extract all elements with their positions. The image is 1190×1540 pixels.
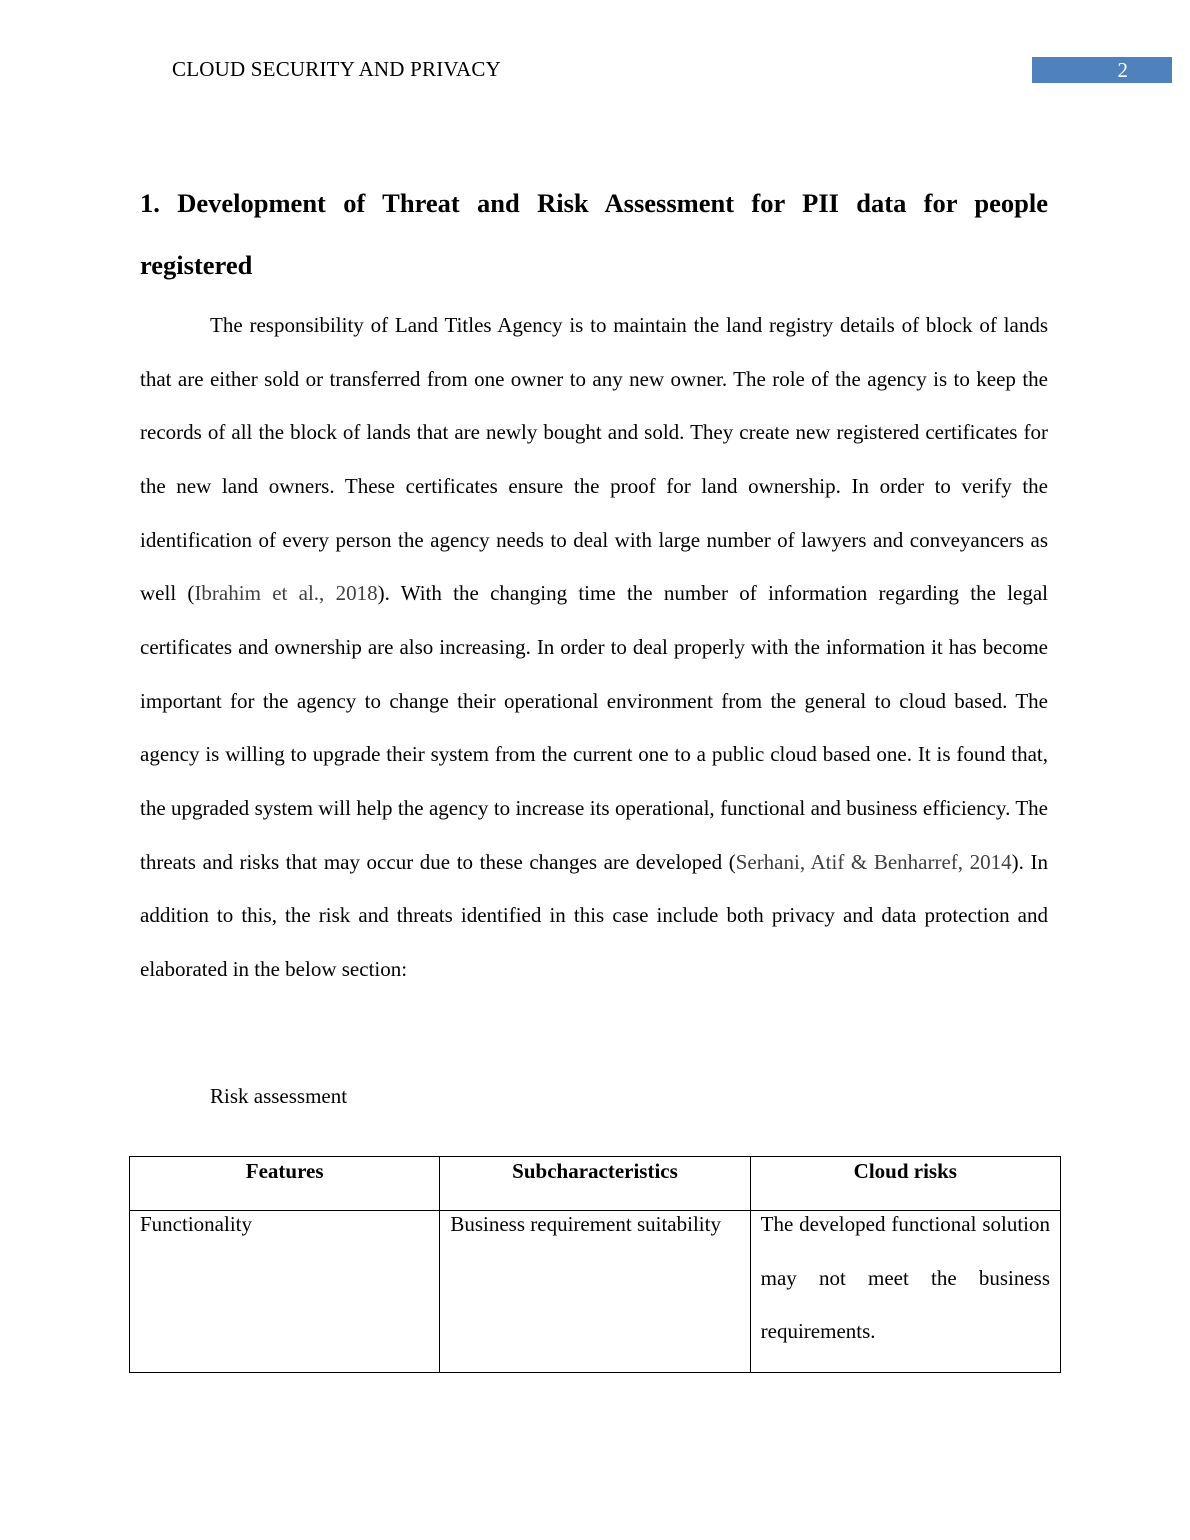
page-number-box	[1032, 57, 1172, 83]
column-header-features: Features	[130, 1157, 440, 1211]
section-heading: 1. Development of Threat and Risk Assessment for PII data for people registered	[140, 188, 1048, 280]
paragraph-text-1: The responsibility of Land Titles Agency is to maintain the land registry details of block of lands that are either sold or transferred from one owner to any new owner. The role of the agency is to keep the records of all the block of lands that are newly bought and sold. They create new registered certificates for the new land owners. These certificates ensure the proof for land ownership. In order to verify the identification of every person the agency needs to deal with large number of lawyers and conveyancers as well (	[140, 313, 1048, 606]
table-caption: Risk assessment	[210, 1084, 348, 1108]
cell-cloud-risk-text: The developed functional solution may not meet the business requirements.	[760, 1212, 1050, 1343]
citation-serhani: Serhani, Atif & Benharref, 2014	[735, 849, 1012, 874]
table-row	[130, 1211, 1061, 1373]
cell-subcharacteristic	[440, 1211, 750, 1373]
cell-feature-text: Functionality	[140, 1212, 252, 1236]
column-header-cloud-risks: Cloud risks	[750, 1157, 1060, 1211]
body-paragraph	[140, 299, 1048, 997]
citation-ibrahim: Ibrahim et al., 2018	[194, 581, 378, 606]
running-header-title: CLOUD SECURITY AND PRIVACY	[172, 57, 501, 81]
risk-assessment-table	[129, 1156, 1061, 1373]
cell-subcharacteristic-text: Business requirement suitability	[450, 1212, 721, 1236]
column-header-subcharacteristics: Subcharacteristics	[440, 1157, 750, 1211]
cell-cloud-risk	[750, 1211, 1060, 1373]
cell-feature	[130, 1211, 440, 1373]
paragraph-text-2: ). With the changing time the number of information regarding the legal certificates and ownership are also increasing. In order to deal properly with the information it has become important for the agency to change their operational environment from the general to cloud based. The agency is willing to upgrade their system from the current one to a public cloud based one. It is found that, the upgraded system will help the agency to increase its operational, functional and business efficiency. The threats and risks that may occur due to these changes are developed (	[140, 581, 1048, 874]
page-number: 2	[1117, 58, 1128, 82]
paragraph-text-3: ). In addition to this, the risk and threats identified in this case include both privacy and data protection and elaborated in the below section:	[140, 849, 1048, 981]
